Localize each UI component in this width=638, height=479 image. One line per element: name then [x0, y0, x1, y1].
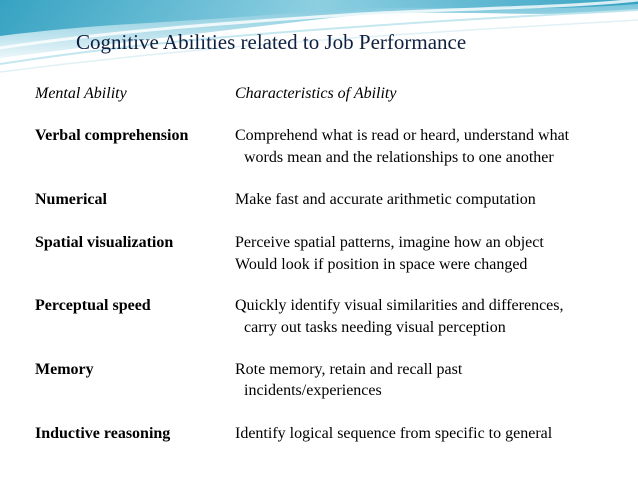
ability-description-line: Quickly identify visual similarities and differences, — [235, 297, 564, 314]
ability-description-line: Identify logical sequence from specific to general — [235, 425, 553, 442]
ability-name: Verbal comprehension — [35, 127, 189, 144]
ability-description-line: incidents/experiences — [244, 382, 382, 399]
ability-description-line: Rote memory, retain and recall past — [235, 361, 463, 378]
ability-name: Spatial visualization — [35, 234, 174, 251]
column-header-characteristics: Characteristics of Ability — [235, 85, 397, 102]
column-header-ability: Mental Ability — [35, 85, 127, 102]
ability-name: Memory — [35, 361, 94, 378]
ability-description-line: Comprehend what is read or heard, understand what — [235, 127, 570, 144]
ability-description-line: Make fast and accurate arithmetic computation — [235, 191, 536, 208]
ability-description-line: words mean and the relationships to one another — [244, 149, 554, 166]
ability-name: Perceptual speed — [35, 297, 151, 314]
ability-name: Inductive reasoning — [35, 425, 171, 442]
ability-description-line: Would look if position in space were changed — [235, 256, 528, 273]
ability-description-line: carry out tasks needing visual perception — [244, 319, 506, 336]
slide-title: Cognitive Abilities related to Job Performance — [76, 30, 467, 54]
ability-description-line: Perceive spatial patterns, imagine how an object — [235, 234, 544, 251]
ability-name: Numerical — [35, 191, 107, 208]
